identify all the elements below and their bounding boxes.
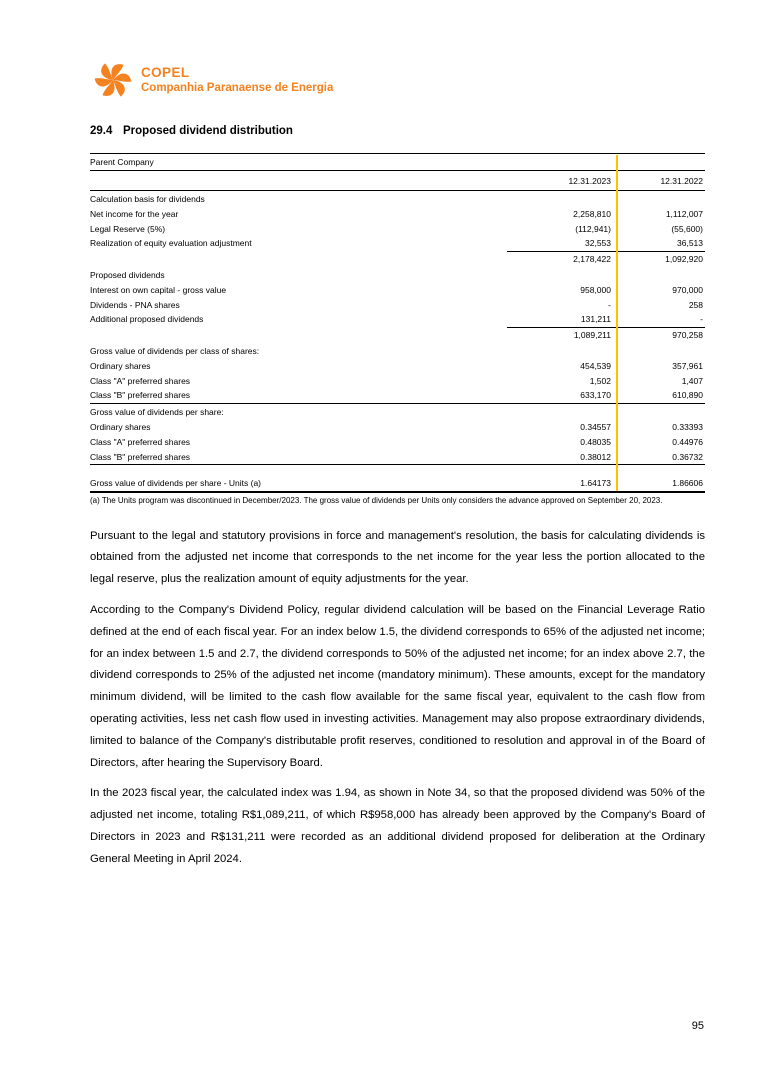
row-value-2023: 2,178,422 bbox=[507, 251, 617, 267]
row-value-2023: 1,502 bbox=[589, 375, 611, 386]
row-value-2022: 1,112,007 bbox=[665, 208, 703, 219]
row-value-2023: 2,258,810 bbox=[573, 208, 611, 219]
row-value-2022: 1.86606 bbox=[672, 478, 703, 489]
table-body bbox=[90, 191, 705, 491]
paragraph: According to the Company's Dividend Policy, regular dividend calculation will be based on the Financial Leverage Ratio defined at the end of each fiscal year. For an index below 1.5, the dividend corresponds to 65% of the adjusted net income; for an index between 1.5 and 2.7, the dividend corresponds to 50% of the adjusted net income; for an index above 2.7, the dividend corresponds to 25% of the adjusted net income (mandatory minimum). These amounts, except for the mandatory minimum dividend, will be limited to the cash flow available for the same fiscal year, equivalent to the cash flow from operating activities, less net cash flow used in investing activities. Management may also propose extraordinary dividends, limited to balance of the Company's distributable profit reserves, conditioned to resolution and approval in of the Board of Directors, after hearing the Supervisory Board. bbox=[90, 604, 705, 769]
table-row bbox=[90, 476, 705, 491]
dividend-table bbox=[90, 153, 705, 493]
row-value-2022: (55,600) bbox=[671, 223, 703, 234]
table-title-row bbox=[90, 154, 705, 171]
table-row bbox=[90, 435, 705, 450]
table-row bbox=[90, 251, 705, 267]
table-row bbox=[90, 420, 705, 435]
table-row bbox=[90, 283, 705, 298]
table-title: Parent Company bbox=[90, 157, 154, 167]
row-value-2023: 131,211 bbox=[580, 314, 611, 325]
row-value-2023: 454,539 bbox=[580, 360, 611, 371]
table-row bbox=[90, 267, 705, 283]
row-label: Class "A" preferred shares bbox=[90, 375, 191, 386]
row-label: Gross value of dividends per share - Units (a) bbox=[90, 478, 262, 489]
paragraph: In the 2023 fiscal year, the calculated index was 1.94, as shown in Note 34, so that the proposed dividend was 50% of the adjusted net income, totaling R$1,089,211, of which R$958,000 has already been approved by the Company's Board of Directors in 2023 and R$131,211 were recorded as an additional dividend proposed for deliberation at the Ordinary General Meeting in April 2024. bbox=[90, 787, 705, 865]
row-value-2022: 36,513 bbox=[677, 238, 703, 249]
row-value-2022: - bbox=[700, 314, 703, 325]
row-value-2022 bbox=[617, 267, 705, 283]
row-label bbox=[90, 251, 507, 267]
row-label: Dividends - PNA shares bbox=[90, 299, 180, 310]
row-label: Legal Reserve (5%) bbox=[90, 223, 166, 234]
column-header-2023: 12.31.2023 bbox=[568, 176, 611, 186]
row-value-2023: 633,170 bbox=[580, 390, 611, 401]
row-value-2023: 0.48035 bbox=[580, 436, 611, 447]
logo-company-subtitle: Companhia Paranaense de Energia bbox=[141, 82, 334, 94]
logo-company-name: COPEL bbox=[141, 65, 190, 80]
row-label: Class "B" preferred shares bbox=[90, 451, 191, 462]
table-row bbox=[90, 191, 705, 207]
row-value-2022 bbox=[617, 191, 705, 207]
row-label: Gross value of dividends per class of shares: bbox=[90, 345, 260, 356]
row-label bbox=[90, 327, 507, 343]
row-value-2023 bbox=[507, 465, 617, 476]
column-divider-line bbox=[616, 155, 618, 491]
row-label: Ordinary shares bbox=[90, 421, 151, 432]
table-row bbox=[90, 359, 705, 374]
table-row bbox=[90, 343, 705, 359]
row-value-2022: 258 bbox=[688, 299, 703, 310]
row-label: Net income for the year bbox=[90, 208, 179, 219]
row-value-2022 bbox=[617, 465, 705, 476]
table-row bbox=[90, 450, 705, 466]
body-paragraphs bbox=[90, 526, 705, 871]
row-value-2022: 357,961 bbox=[672, 360, 703, 371]
copel-logo-icon bbox=[94, 59, 132, 101]
table-row bbox=[90, 298, 705, 313]
row-value-2023: 1.64173 bbox=[580, 478, 611, 489]
row-value-2023: 1,089,211 bbox=[507, 327, 617, 343]
header-spacer bbox=[90, 176, 507, 186]
row-value-2022: 610,890 bbox=[672, 390, 703, 401]
table-row bbox=[90, 388, 705, 404]
table-row bbox=[90, 222, 705, 237]
row-label bbox=[90, 465, 507, 476]
row-label: Additional proposed dividends bbox=[90, 314, 204, 325]
row-value-2022: 1,092,920 bbox=[617, 251, 705, 267]
table-row bbox=[90, 312, 705, 327]
row-value-2023 bbox=[507, 191, 617, 207]
row-value-2023: 32,553 bbox=[585, 238, 611, 249]
table-row bbox=[90, 327, 705, 343]
column-header-2022: 12.31.2022 bbox=[660, 176, 703, 186]
row-value-2022: 0.33393 bbox=[672, 421, 703, 432]
section-title: Proposed dividend distribution bbox=[123, 125, 293, 137]
table-footnote: (a) The Units program was discontinued in December/2023. The gross value of dividends per Units only considers the advance approved on September 20, 2023. bbox=[90, 496, 663, 506]
row-label: Ordinary shares bbox=[90, 360, 151, 371]
row-value-2023: (112,941) bbox=[575, 223, 611, 234]
row-value-2023 bbox=[507, 267, 617, 283]
row-value-2023: - bbox=[608, 299, 611, 310]
row-value-2023 bbox=[507, 404, 617, 420]
row-value-2023: 0.34557 bbox=[580, 421, 611, 432]
row-value-2022: 1,407 bbox=[681, 375, 703, 386]
table-row bbox=[90, 404, 705, 420]
row-value-2023: 0.38012 bbox=[580, 451, 611, 462]
row-label: Interest on own capital - gross value bbox=[90, 284, 227, 295]
row-label: Realization of equity evaluation adjustment bbox=[90, 238, 252, 249]
table-row bbox=[90, 465, 705, 476]
section-heading bbox=[90, 125, 705, 137]
page-content bbox=[90, 57, 705, 880]
table-row bbox=[90, 374, 705, 389]
row-value-2022: 970,000 bbox=[672, 284, 703, 295]
page-number: 95 bbox=[691, 1020, 704, 1032]
row-label: Gross value of dividends per share: bbox=[90, 407, 224, 418]
row-label: Class "B" preferred shares bbox=[90, 390, 191, 401]
row-label: Calculation basis for dividends bbox=[90, 194, 205, 204]
row-value-2022: 0.36732 bbox=[672, 451, 703, 462]
row-value-2022: 970,258 bbox=[617, 327, 705, 343]
section-number: 29.4 bbox=[90, 125, 113, 137]
row-value-2022 bbox=[617, 404, 705, 420]
row-value-2023 bbox=[507, 343, 617, 359]
row-label: Proposed dividends bbox=[90, 269, 165, 280]
row-value-2022 bbox=[617, 343, 705, 359]
row-value-2023: 958,000 bbox=[580, 284, 611, 295]
logo-text bbox=[141, 65, 333, 95]
row-label: Class "A" preferred shares bbox=[90, 436, 191, 447]
copel-logo bbox=[94, 57, 705, 103]
table-row bbox=[90, 207, 705, 222]
paragraph: Pursuant to the legal and statutory provisions in force and management's resolution, the basis for calculating dividends is obtained from the adjusted net income that corresponds to the net income for the year less the portion allocated to the legal reserve, plus the realization amount of equity adjustments for the year. bbox=[90, 529, 705, 586]
row-value-2022: 0.44976 bbox=[672, 436, 703, 447]
table-row bbox=[90, 236, 705, 251]
table-header-row bbox=[90, 171, 705, 191]
